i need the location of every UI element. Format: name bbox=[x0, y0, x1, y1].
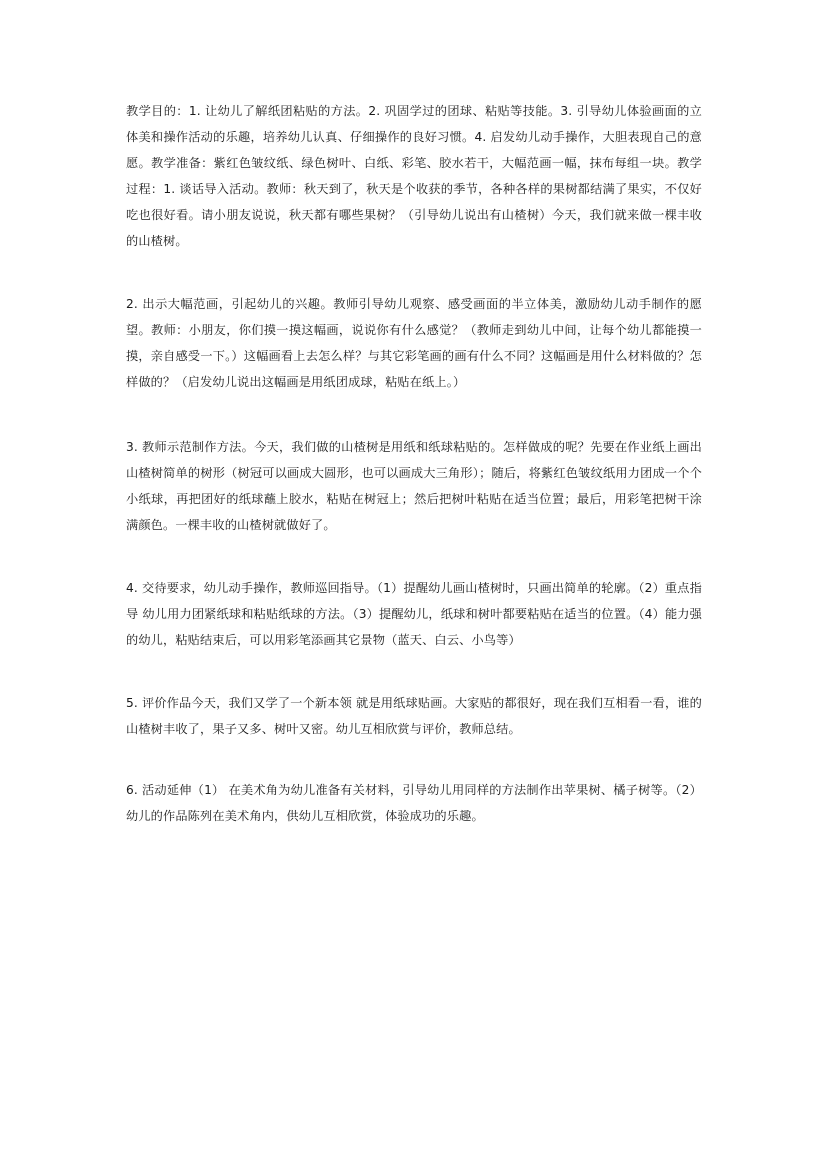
paragraph-teaching-goals: 教学目的：1. 让幼儿了解纸团粘贴的方法。2. 巩固学过的团球、粘贴等技能。3. 引导幼儿体验画面的立体美和操作活动的乐趣，培养幼儿认真、仔细操作的良好习惯。4. 启发幼儿动手操作，大胆表现自己的意愿。教学准备：紫红色皱纹纸、绿色树叶、白纸、彩笔、胶水若干，大幅范画一幅，抹布每组一块。教学过程：1. 谈话导入活动。教师：秋天到了，秋天是个收获的季节，各种各样的果树都结满了果实，不仅好吃也很好看。请小朋友说说，秋天都有哪些果树？（引导幼儿说出有山楂树）今天，我们就来做一棵丰收的山楂树。 bbox=[126, 104, 702, 248]
paragraph-extension: 6. 活动延伸（1） 在美术角为幼儿准备有关材料，引导幼儿用同样的方法制作出苹果树、橘子树等。（2） 幼儿的作品陈列在美术角内，供幼儿互相欣赏，体验成功的乐趣。 bbox=[126, 783, 702, 823]
paragraph-show-sample: 2. 出示大幅范画，引起幼儿的兴趣。教师引导幼儿观察、感受画面的半立体美，激励幼儿动手制作的愿望。教师：小朋友，你们摸一摸这幅画，说说你有什么感觉？（教师走到幼儿中间，让每个幼儿都能摸一摸，亲自感受一下。）这幅画看上去怎么样？与其它彩笔画的画有什么不同？这幅画是用什么材料做的？怎样做的？（启发幼儿说出这幅画是用纸团成球，粘贴在纸上。） bbox=[126, 297, 702, 389]
document-body bbox=[126, 98, 702, 829]
paragraph-demonstration: 3. 教师示范制作方法。今天，我们做的山楂树是用纸和纸球粘贴的。怎样做成的呢？先要在作业纸上画出山楂树简单的树形（树冠可以画成大圆形，也可以画成大三角形）；随后，将紫红色皱纹纸用力团成一个个小纸球，再把团好的纸球蘸上胶水，粘贴在树冠上；然后把树叶粘贴在适当位置；最后，用彩笔把树干涂满颜色。一棵丰收的山楂树就做好了。 bbox=[126, 440, 702, 532]
paragraph-evaluation: 5. 评价作品今天，我们又学了一个新本领 就是用纸球贴画。大家贴的都很好，现在我们互相看一看，谁的山楂树丰收了，果子又多、树叶又密。幼儿互相欣赏与评价，教师总结。 bbox=[126, 696, 702, 736]
paragraph-requirements: 4. 交待要求，幼儿动手操作，教师巡回指导。（1）提醒幼儿画山楂树时，只画出简单的轮廓。（2）重点指导 幼儿用力团紧纸球和粘贴纸球的方法。（3）提醒幼儿，纸球和树叶都要粘贴在适当的位置。（4）能力强的幼儿，粘贴结束后，可以用彩笔添画其它景物（蓝天、白云、小鸟等） bbox=[126, 581, 702, 647]
